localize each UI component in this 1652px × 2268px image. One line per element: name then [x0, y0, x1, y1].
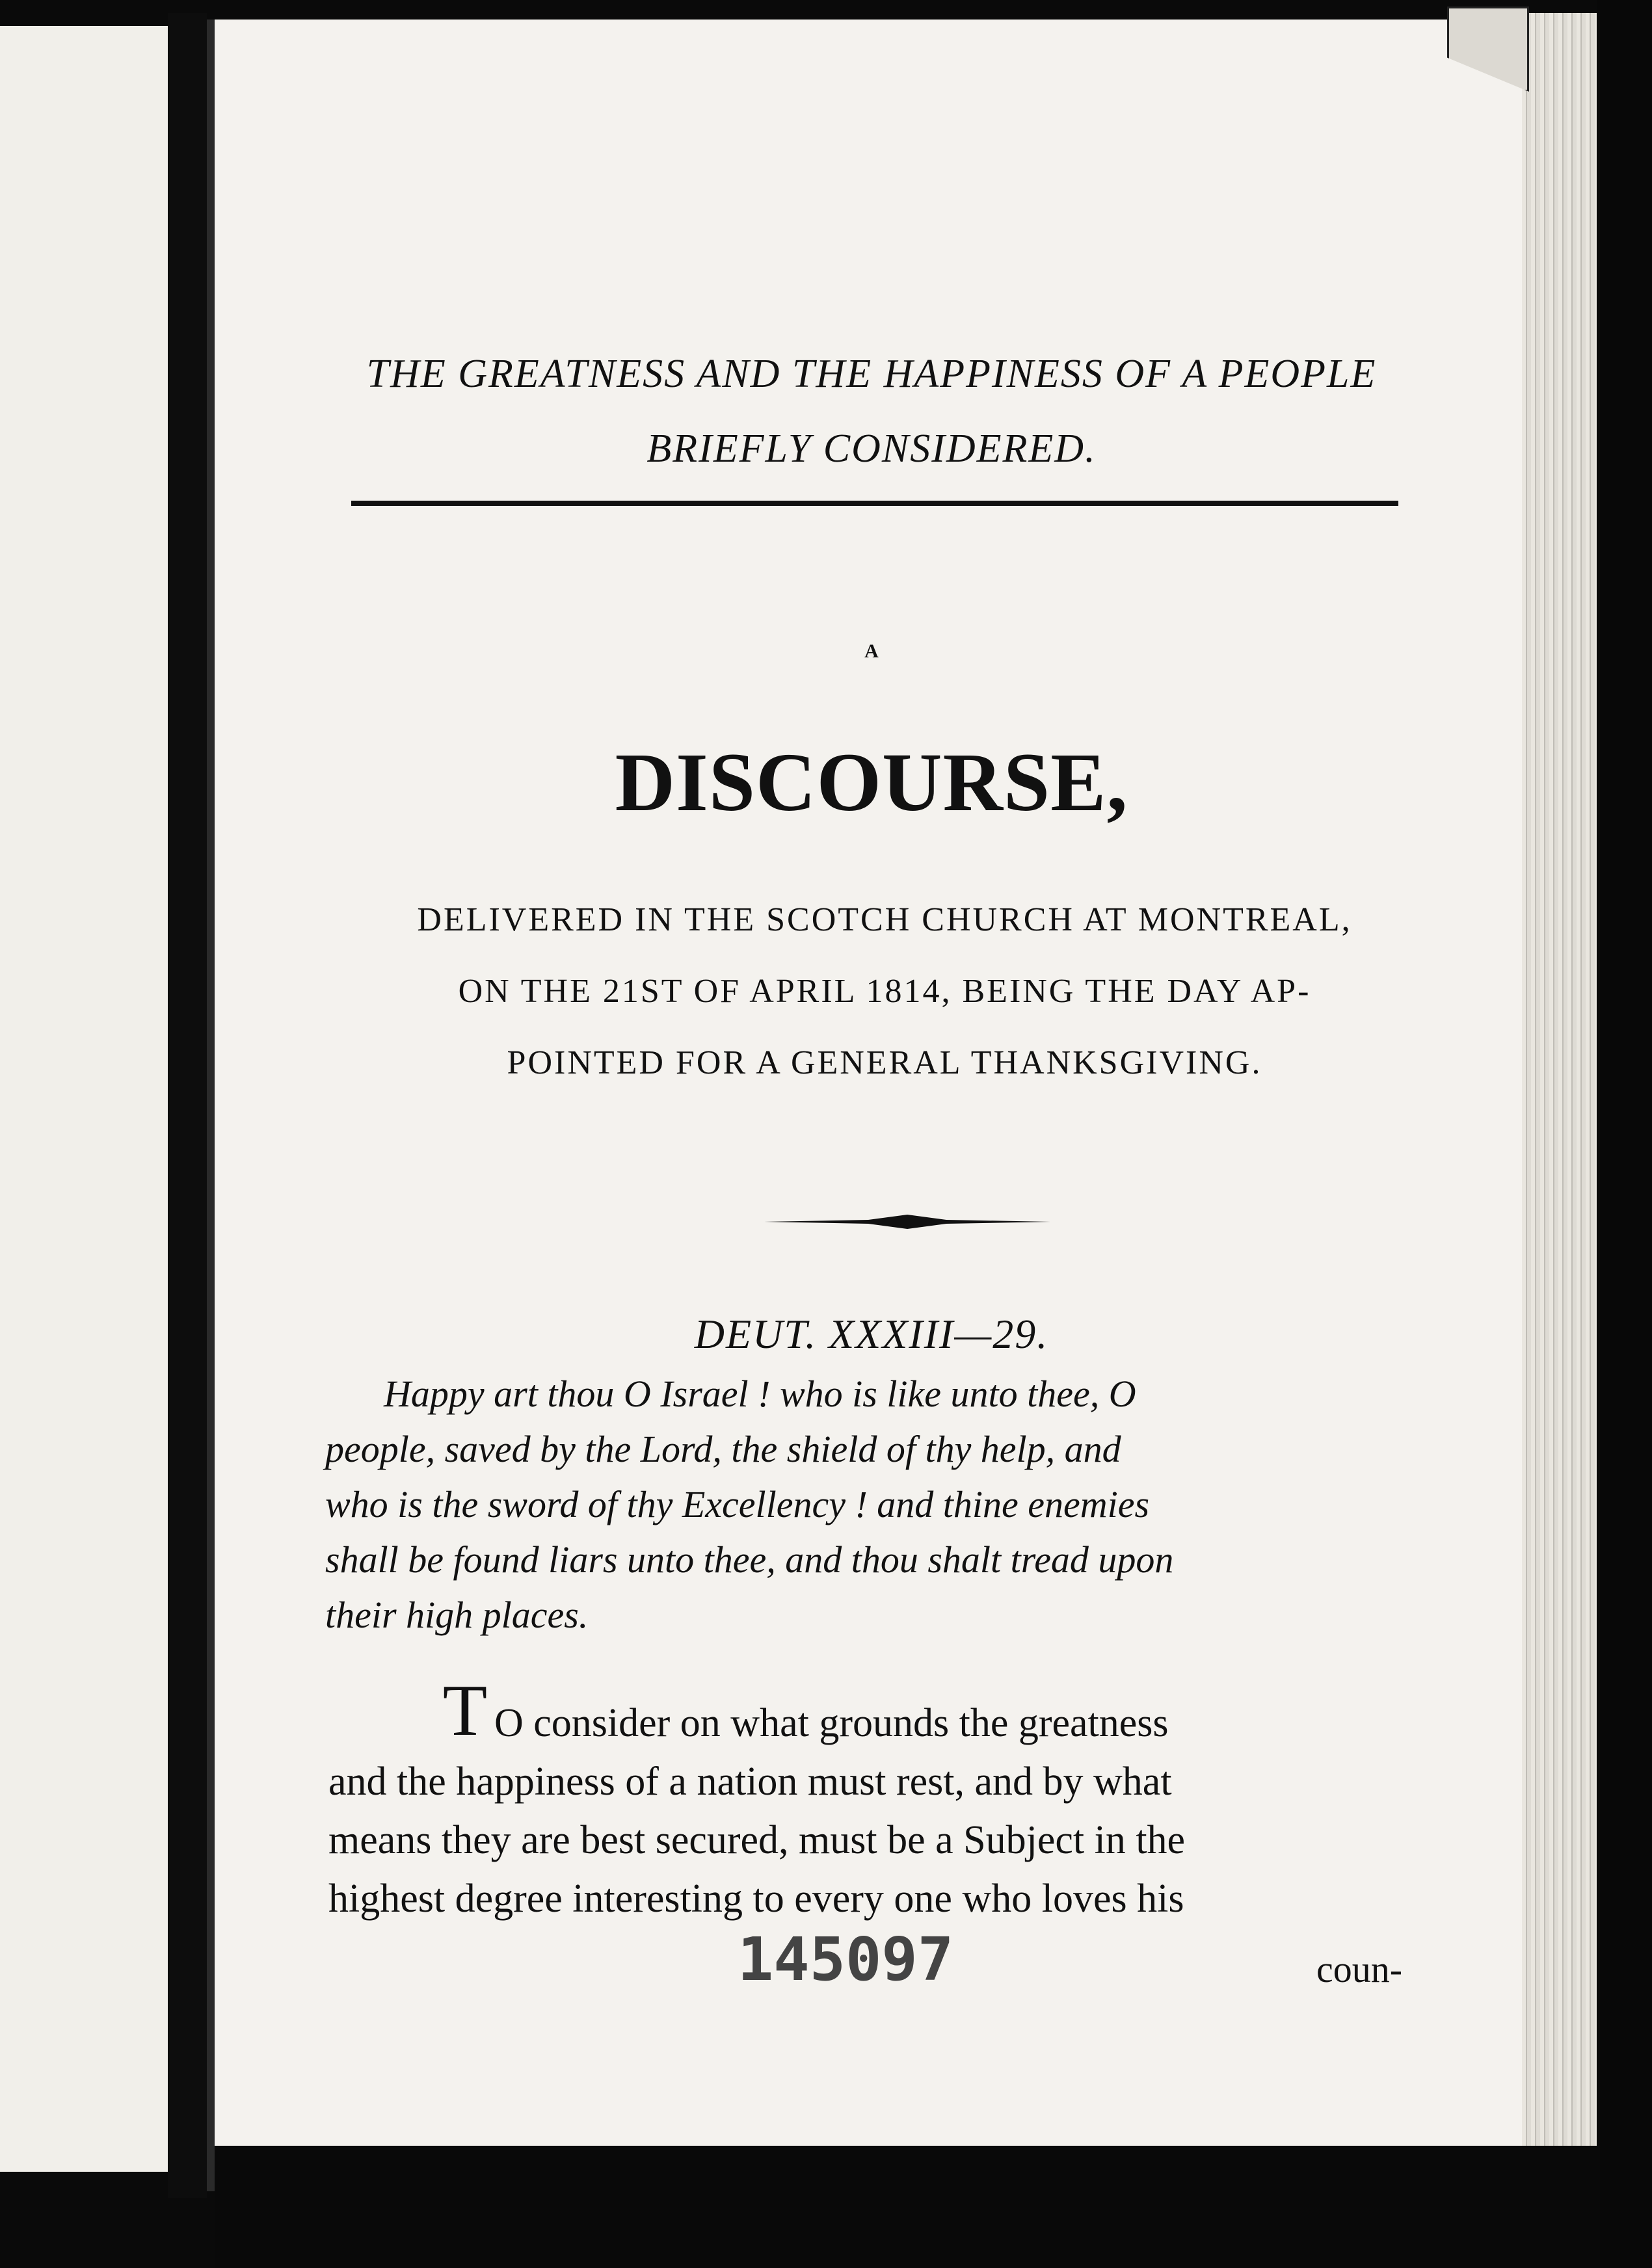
catchword: coun-	[1316, 1948, 1403, 1990]
verse-line-1: Happy art thou O Israel ! who is like unto thee, O	[384, 1373, 1136, 1415]
body-line-4: highest degree interesting to every one who loves his	[328, 1877, 1184, 1921]
scripture-reference: DEUT. XXXIII—29.	[694, 1311, 1049, 1357]
subtitle-line-3: POINTED FOR A GENERAL THANKSGIVING.	[507, 1044, 1262, 1081]
half-title-line-1: THE GREATNESS AND THE HAPPINESS OF A PEOPLE	[366, 352, 1377, 396]
inventory-stamp: 145097	[737, 1925, 954, 1994]
verse-line-4: shall be found liars unto thee, and thou shalt tread upon	[325, 1538, 1174, 1581]
body-line-3: means they are best secured, must be a Subject in the	[328, 1818, 1186, 1862]
gutter-edge	[207, 20, 215, 2191]
verse-line-3: who is the sword of thy Excellency ! and thine enemies	[325, 1483, 1150, 1525]
drop-cap: T	[442, 1670, 488, 1751]
facing-page-left	[0, 26, 168, 2172]
ornamental-rule	[764, 1215, 1050, 1229]
body-line-1: O consider on what grounds the greatness	[494, 1701, 1169, 1745]
body-line-2: and the happiness of a nation must rest, and by what	[328, 1760, 1172, 1804]
book-gutter	[168, 13, 207, 2198]
subtitle-line-1: DELIVERED IN THE SCOTCH CHURCH AT MONTREAL,	[417, 901, 1352, 938]
verse-line-2: people, saved by the Lord, the shield of thy help, and	[325, 1428, 1121, 1470]
title-rule	[351, 501, 1398, 506]
right-background	[1597, 0, 1652, 2268]
half-title-line-2: BRIEFLY CONSIDERED.	[646, 427, 1097, 471]
page-stack-edge	[1522, 13, 1597, 2152]
subtitle-line-2: ON THE 21ST OF APRIL 1814, BEING THE DAY AP-	[458, 973, 1311, 1010]
verse-line-5: their high places.	[325, 1594, 589, 1636]
main-title: DISCOURSE,	[615, 736, 1128, 828]
bottom-background	[215, 2146, 1600, 2268]
title-kicker: A	[864, 640, 879, 662]
